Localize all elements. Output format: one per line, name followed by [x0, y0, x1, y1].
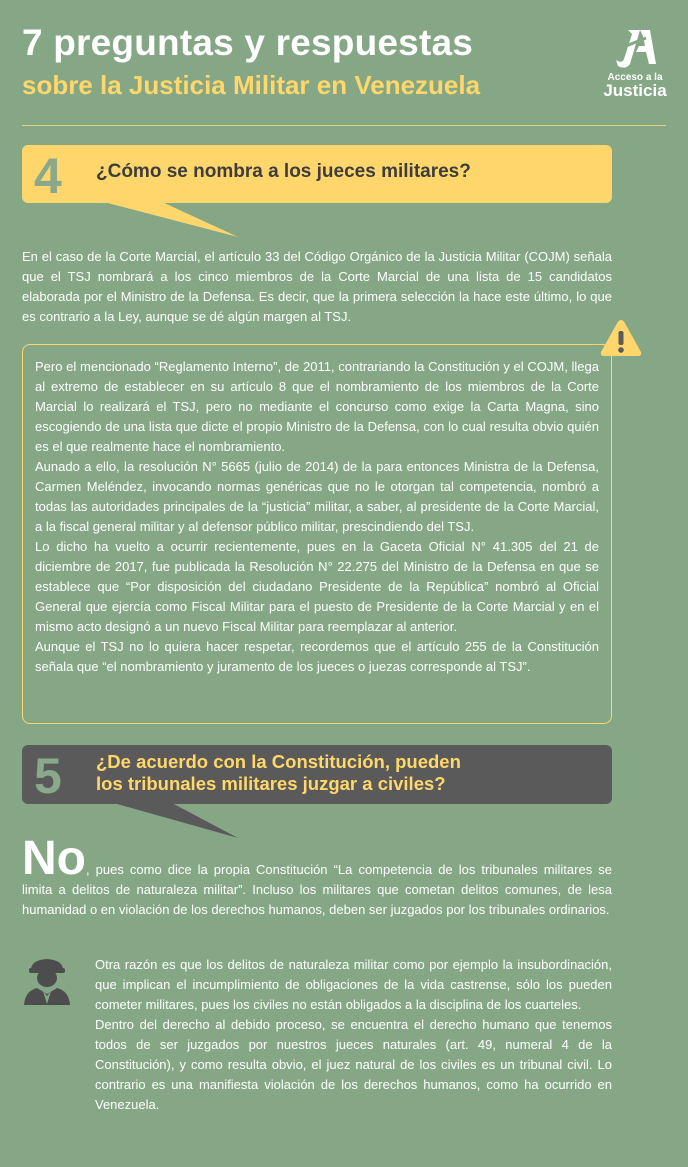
question-number: 5	[34, 748, 62, 804]
question-number: 4	[34, 148, 62, 204]
acceso-justicia-logo	[598, 26, 672, 99]
logo-icon	[610, 26, 660, 70]
logo-text-big: Justicia	[603, 81, 667, 100]
answer-4-intro: En el caso de la Corte Marcial, el artículo 33 del Código Orgánico de la Justicia Militar (COJM) señala que el TSJ nombrará a los cinco miembros de la Corte Marcial de una lista de 15 candidatos elaborada por el Ministro de la Defensa. Es decir, que la primera selección la hace este último, lo que es contrario a la Ley, aunque se dé algún margen al TSJ.	[22, 249, 612, 324]
answer-paragraph: Otra razón es que los delitos de naturaleza militar como por ejemplo la insubordinación, que implican el incumplimiento de obligaciones de la vida castrense, sólo los pueden cometer militares, pues los civiles no están obligados a la disciplina de los cuarteles.	[95, 957, 612, 1012]
question-line-2: los tribunales militares juzgar a civiles?	[96, 773, 446, 794]
page-subtitle: sobre la Justicia Militar en Venezuela	[22, 70, 481, 100]
question-4-bubble	[22, 145, 612, 203]
bubble-tail	[110, 802, 250, 842]
warning-paragraph: Lo dicho ha vuelto a ocurrir recientemente, pues en la Gaceta Oficial N° 41.305 del 21 de diciembre de 2017, fue publicada la Resolución N° 22.275 del Ministro de la Defensa en que se establece que “Por disposición del ciudadano Presidente de la República” nombró al Oficial General que ejercía como Fiscal Militar para el puesto de Presidente de la Corte Marcial y en el mismo acto designó a un nuevo Fiscal Militar para reemplazar al anterior.	[35, 539, 599, 634]
header-divider	[22, 125, 666, 126]
logo-text-small: Acceso a la	[607, 72, 663, 83]
warning-paragraph: Pero el mencionado “Reglamento Interno”, de 2011, contrariando la Constitución y el COJM, llega al extremo de establecer en su artículo 8 que el nombramiento de los miembros de la Corte Marcial lo realizará el TSJ, pero no mediante el concurso como exige la Carta Magna, sino escogiendo de una lista que dicte el propio Ministro de la Defensa, con lo cual resulta obvio quién es el que realmente hace el nombramiento.	[35, 359, 599, 454]
bubble-tail	[100, 201, 240, 241]
question-text: ¿Cómo se nombra a los jueces militares?	[96, 161, 471, 182]
answer-5-body	[95, 955, 612, 1115]
answer-paragraph: Dentro del derecho al debido proceso, se encuentra el derecho humano que tenemos todos de ser juzgados por nuestros jueces naturales (art. 49, numeral 4 de la Constitución), y como resulta obvio, el juez natural de los civiles es un tribunal civil. Lo contrario es una manifiesta violación de los derechos humanos, como ha ocurrido en Venezuela.	[95, 1017, 612, 1112]
no-word: No	[22, 832, 86, 885]
warning-paragraph: Aunque el TSJ no lo quiera hacer respetar, recordemos que el artículo 255 de la Constitución señala que “el nombramiento y juramento de los jueces o juezas corresponde al TSJ”.	[35, 639, 599, 674]
page-title: 7 preguntas y respuestas	[22, 22, 474, 63]
warning-box	[22, 344, 612, 724]
answer-5-intro	[22, 832, 612, 920]
question-line-1: ¿De acuerdo con la Constitución, pueden	[96, 751, 461, 772]
soldier-icon	[20, 952, 74, 1006]
question-text	[96, 751, 596, 795]
answer-5-text: , pues como dice la propia Constitución “La competencia de los tribunales militares se limita a delitos de naturaleza militar”. Incluso los militares que cometan delitos comunes, de lesa humanidad o en violación de los derechos humanos, deben ser juzgados por los tribunales ordinarios.	[22, 862, 612, 917]
warning-paragraph: Aunado a ello, la resolución N° 5665 (julio de 2014) de la para entonces Ministra de la Defensa, Carmen Meléndez, invocando normas genéricas que no le otorgan tal competencia, nombró a todas las autoridades principales de la “justicia” militar, a saber, al presidente de la Corte Marcial, a la fiscal general militar y al defensor público militar, prescindiendo del TSJ.	[35, 459, 599, 534]
question-5-bubble	[22, 745, 612, 804]
